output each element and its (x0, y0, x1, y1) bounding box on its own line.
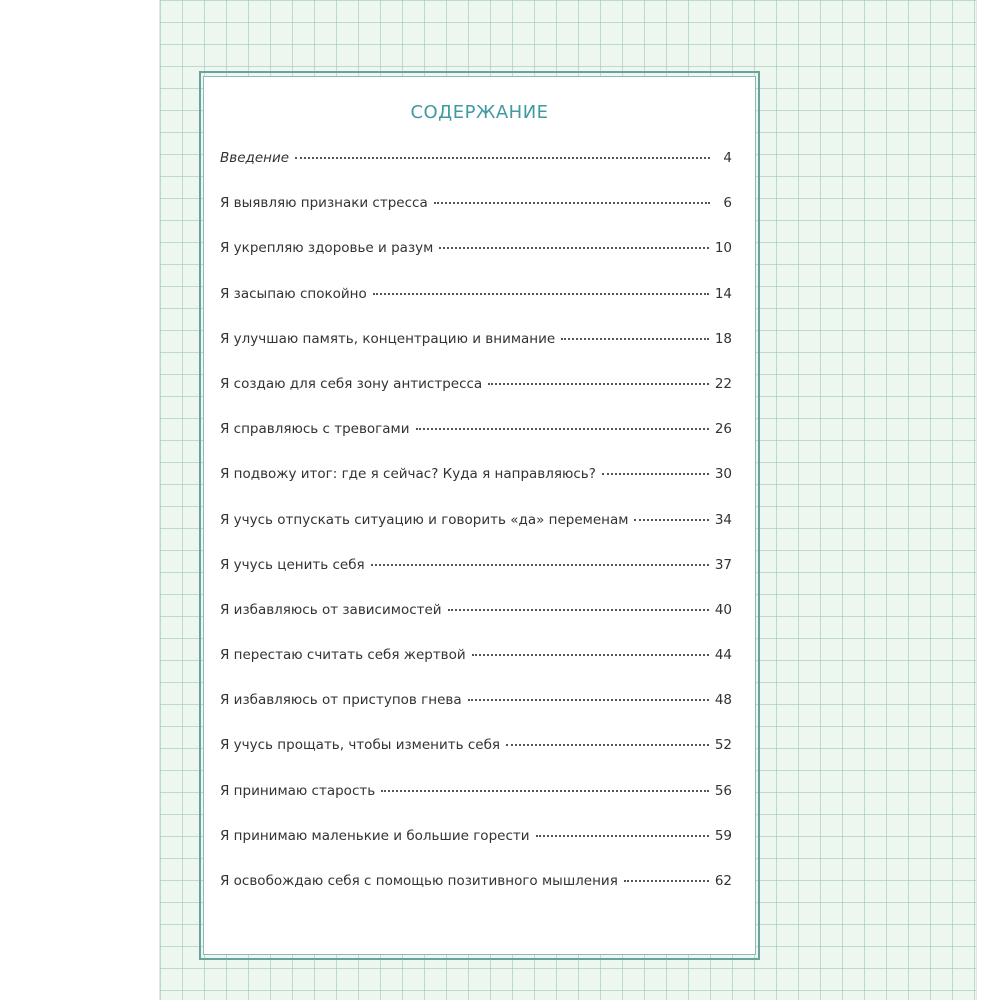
toc-entry (220, 421, 732, 466)
toc-entry-page-number: 56 (714, 782, 732, 799)
toc-entry (220, 557, 732, 602)
toc-entry (220, 286, 732, 331)
toc-entry-page-number: 62 (714, 873, 732, 889)
dot-leader (488, 383, 709, 385)
toc-entry-page-number: 44 (714, 647, 732, 664)
dot-leader (506, 744, 709, 746)
toc-entry (220, 828, 732, 873)
dot-leader (434, 202, 710, 204)
dot-leader (371, 564, 709, 566)
toc-entry (220, 331, 732, 376)
dot-leader (624, 880, 709, 882)
toc-entry-page-number: 22 (714, 375, 732, 392)
toc-entry (220, 150, 732, 195)
toc-entry (220, 195, 732, 240)
dot-leader (295, 157, 710, 159)
toc-entry-title: Я создаю для себя зону антистресса (220, 375, 483, 392)
toc-entry-page-number: 10 (714, 240, 732, 257)
toc-entry (220, 692, 732, 737)
table-of-contents (220, 150, 732, 918)
toc-entry (220, 873, 732, 918)
toc-entry-title: Введение (220, 150, 290, 166)
dot-leader (416, 428, 709, 430)
toc-entry-page-number: 52 (714, 737, 732, 754)
page-title: СОДЕРЖАНИЕ (410, 102, 549, 123)
toc-entry-page-number: 18 (714, 330, 732, 347)
toc-entry-title: Я избавляюсь от зависимостей (220, 601, 442, 618)
dot-leader (472, 654, 709, 656)
toc-entry-page-number: 40 (714, 601, 732, 618)
toc-entry-title: Я подвожу итог: где я сейчас? Куда я направляюсь? (220, 466, 596, 483)
toc-entry-title: Я освобождаю себя с помощью позитивного мышления (220, 873, 618, 889)
toc-entry-title: Я учусь прощать, чтобы изменить себя (220, 737, 501, 754)
dot-leader (439, 247, 709, 249)
dot-leader (536, 835, 709, 837)
dot-leader (602, 473, 709, 475)
toc-entry-page-number: 6 (723, 195, 732, 212)
dot-leader (448, 609, 709, 611)
toc-entry-title: Я учусь ценить себя (220, 556, 365, 573)
dot-leader (634, 519, 708, 521)
toc-entry-page-number: 26 (714, 421, 732, 438)
toc-entry-page-number: 37 (714, 556, 732, 573)
toc-entry-page-number: 4 (723, 150, 732, 166)
toc-entry (220, 737, 732, 782)
toc-entry-title: Я принимаю старость (220, 782, 376, 799)
toc-entry-title: Я выявляю признаки стресса (220, 195, 428, 212)
toc-entry (220, 376, 732, 421)
toc-entry-title: Я принимаю маленькие и большие горести (220, 827, 530, 844)
toc-entry (220, 240, 732, 285)
toc-entry-title: Я избавляюсь от приступов гнева (220, 692, 462, 709)
dot-leader (373, 293, 709, 295)
toc-entry-title: Я справляюсь с тревогами (220, 421, 410, 438)
toc-entry-title: Я укрепляю здоровье и разум (220, 240, 434, 257)
toc-entry (220, 647, 732, 692)
toc-entry (220, 602, 732, 647)
dot-leader (468, 699, 709, 701)
toc-entry-page-number: 59 (714, 827, 732, 844)
toc-entry (220, 512, 732, 557)
toc-entry-title: Я перестаю считать себя жертвой (220, 647, 466, 664)
toc-entry (220, 466, 732, 511)
toc-entry-page-number: 34 (714, 511, 732, 528)
toc-entry-title: Я засыпаю спокойно (220, 285, 367, 302)
toc-entry-page-number: 30 (714, 466, 732, 483)
toc-entry-title: Я учусь отпускать ситуацию и говорить «да» переменам (220, 511, 629, 528)
toc-entry-page-number: 48 (714, 692, 732, 709)
dot-leader (381, 790, 709, 792)
toc-entry-page-number: 14 (714, 285, 732, 302)
toc-entry (220, 783, 732, 828)
toc-entry-title: Я улучшаю память, концентрацию и внимание (220, 330, 556, 347)
dot-leader (561, 338, 709, 340)
